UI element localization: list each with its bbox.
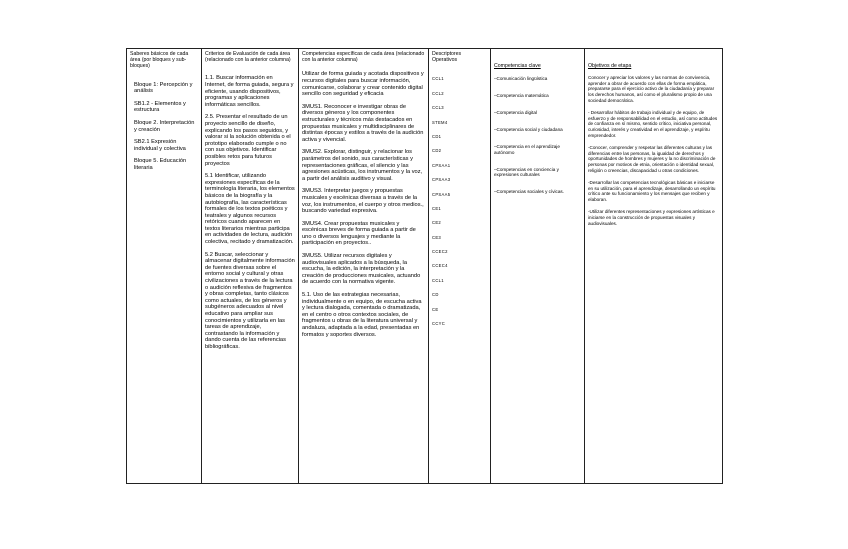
objetivo-item: - Desarrollar hábitos de trabajo individual y de equipo, de esfuerzo y de responsabilidad en el estudio, así como actitudes de confianza en sí mismo, sentido crítico, iniciativa personal, curiosidad, interés y creatividad en el aprendizaje, y espíritu emprendedor. [588, 110, 718, 138]
criterio-item: 5.2 Buscar, seleccionar y almacenar digitalmente información de fuentes diversas sobre el entorno social y cultural y otras civilizaciones a través de la lectura o audición reflexiva de fragmentos y obras completas, tanto clásicos como actuales, de los géneros y subgéneros adecuados al nivel educativo para ampliar sus conocimientos y utilizarla en las tareas de aprendizaje, contrastando la información y dando cuenta de las referencias bibliográficas. [205, 251, 295, 350]
descriptor-item: CE2 [432, 220, 442, 226]
descriptor-item: CCEC2 [432, 249, 448, 255]
competencia-clave-item: –Competencias en conciencia y expresiones culturales [494, 166, 559, 178]
competencia-especifica-item: 3MUS1. Reconocer e investigar obras de diversos géneros y los componentes estructurales y técnicos más destacados en propuestas musicales y multidisciplinares de distintas épocas y estilos a través de la audición activa y vivencial. [302, 103, 424, 143]
criterios-header: Criterios de Evaluación de cada área (relacionado con la anterior columna) [205, 51, 291, 64]
saber-item: Bloque 5. Educación literaria [134, 158, 187, 171]
competencia-especifica-item: 3MUS5. Utilizar recursos digitales y audiovisuales aplicados a la búsqueda, la escucha, la edición, la interpretación y la creación de producciones musicales, actuando de acuerdo con la normativa vigente. [302, 253, 421, 286]
descriptor-item: CE [432, 306, 439, 312]
competencia-clave-item: –Competencias sociales y cívicas. [494, 189, 564, 195]
competencia-clave-item: –Comunicación lingüística [494, 76, 548, 82]
competencias-especificas-column [299, 49, 429, 484]
saberes-header: Saberes básicos de cada área (por bloques y sub-bloques) [130, 51, 189, 70]
descriptor-item: CD2 [432, 148, 442, 154]
curriculum-table [126, 48, 723, 484]
competencias-especificas-header: Competencias específicas de cada área (relacionado con la anterior columna) [302, 51, 425, 64]
descriptor-item: CCL2 [432, 90, 444, 96]
competencia-especifica-item: Utilizar de forma guiada y acotada dispositivos y recursos digitales para buscar información, comunicarse, colaborar y crear contenido digital sencillo con seguridad y eficacia [302, 71, 424, 98]
competencia-clave-item: –Competencia en el aprendizaje autónomo [494, 144, 560, 155]
criterios-column [202, 49, 299, 484]
competencia-clave-item: –Competencia social y ciudadana [494, 127, 563, 133]
objetivos-header: Objetivos de etapa [588, 63, 632, 69]
competencia-clave-item: –Competencia matemática [494, 93, 549, 99]
table-row [127, 49, 723, 484]
criterio-item: 5.1 Identificar, utilizando expresiones específicas de la terminología literaria, los elementos básicos de la biografía y la autobiografía, las características formales de los textos poéticos y teatrales y algunos recursos retóricos cuando aparecen en textos literarios mientras participa en actividades de lectura, audición colectiva, recitado y dramatización. [205, 173, 295, 246]
criterio-item: 2.5. Presentar el resultado de un proyecto sencillo de diseño, explicando los pasos seguidos, y valorar si la solución obtenida o el prototipo elaborado cumple o no con sus objetivos. Identificar posibles retos para futuros proyectos [205, 114, 291, 167]
descriptor-item: CCEC4 [432, 263, 448, 269]
objetivo-item: -Utilizar diferentes representaciones y expresiones artísticas e iniciarse en la construcción de propuestas visuales y audiovisuales. [588, 209, 715, 226]
descriptor-item: CCL3 [432, 105, 444, 111]
saber-item: Bloque 1: Percepción y análisis [134, 81, 193, 95]
descriptor-item: CPSAA1 [432, 162, 451, 168]
criterio-item: 1.1. Buscar información en Internet, de forma guiada, segura y eficiente, usando dispositivos, programas y aplicaciones informáticas sencillos. [205, 75, 294, 108]
descriptor-item: CD1 [432, 133, 442, 139]
descriptor-item: CE1 [432, 205, 442, 211]
saberes-column [127, 49, 202, 484]
objetivo-item: Conocer y apreciar los valores y las normas de convivencia, aprender a obrar de acuerdo con ellas de forma empática, prepararse para el ejercicio activo de la ciudadanía y preparar los derechos humanos, así como el pluralismo propio de una sociedad democrática. [588, 75, 715, 103]
descriptores-header: Descriptores Operativos [432, 51, 462, 64]
objetivo-item: -Desarrollar las competencias tecnológicas básicas e iniciarse en su utilización, para el aprendizaje, desarrollando un espíritu crítico ante su funcionamiento y los mensajes que reciben y elaboran. [588, 180, 716, 202]
descriptores-column [429, 49, 491, 484]
saber-item: SB1.2 - Elementos y estructura [134, 100, 186, 114]
competencia-clave-item: –Competencia digital [494, 110, 537, 116]
saber-item: Bloque 2. Interpretación y creación [134, 119, 195, 133]
competencia-especifica-item: 3MUS4. Crear propuestas musicales y escénicas breves de forma guiada a partir de uno o diversos lenguajes y mediante la participación en proyectos.. [302, 220, 416, 247]
competencias-clave-header: Competencias clave [494, 63, 541, 69]
objetivos-column [585, 49, 723, 484]
competencia-especifica-item: 3MUS3. Interpretar juegos y propuestas musicales y escénicas diversas a través de la voz, los instrumentos, el cuerpo y otros medios., buscando variedad expresiva. [302, 188, 424, 215]
saber-item: SB2.1 Expresión individual y colectiva [134, 139, 186, 152]
competencias-clave-column [491, 49, 585, 484]
competencia-especifica-item: 3MUS2. Explorar, distinguir, y relacionar los parámetros del sonido, sus características y representaciones gráficas, el silencio y las agresiones acústicas, los instrumentos y la voz, a partir del análisis auditivo y visual. [302, 149, 423, 182]
competencia-especifica-item: 5.1. Uso de las estrategias necesarias, individualmente o en equipo, de escucha activa y lectura dialogada, comentada o dramatizada, en el centro o otros contextos sociales, de fragmentos u obras de la literatura universal y andaluza, adaptada a la edad, presentadas en formatos y soportes diversos. [302, 292, 422, 338]
descriptor-item: STEM4 [432, 119, 448, 125]
descriptor-item: CCL1 [432, 277, 444, 283]
descriptor-item: CCYC [432, 321, 446, 327]
descriptor-item: CCL1 [432, 76, 444, 82]
descriptor-item: CPSAA3 [432, 177, 451, 183]
descriptor-item: CD [432, 292, 439, 298]
descriptor-item: CPSAA5 [432, 191, 451, 197]
descriptor-item: CE3 [432, 234, 442, 240]
objetivo-item: -Conocer, comprender y respetar las diferentes culturas y las diferencias entre las personas, la igualdad de derechos y oportunidades de hombres y mujeres y la no discriminación de personas por motivos de etnia, orientación o identidad sexual, religión o creencias, discapacidad u otras condiciones. [588, 145, 716, 173]
